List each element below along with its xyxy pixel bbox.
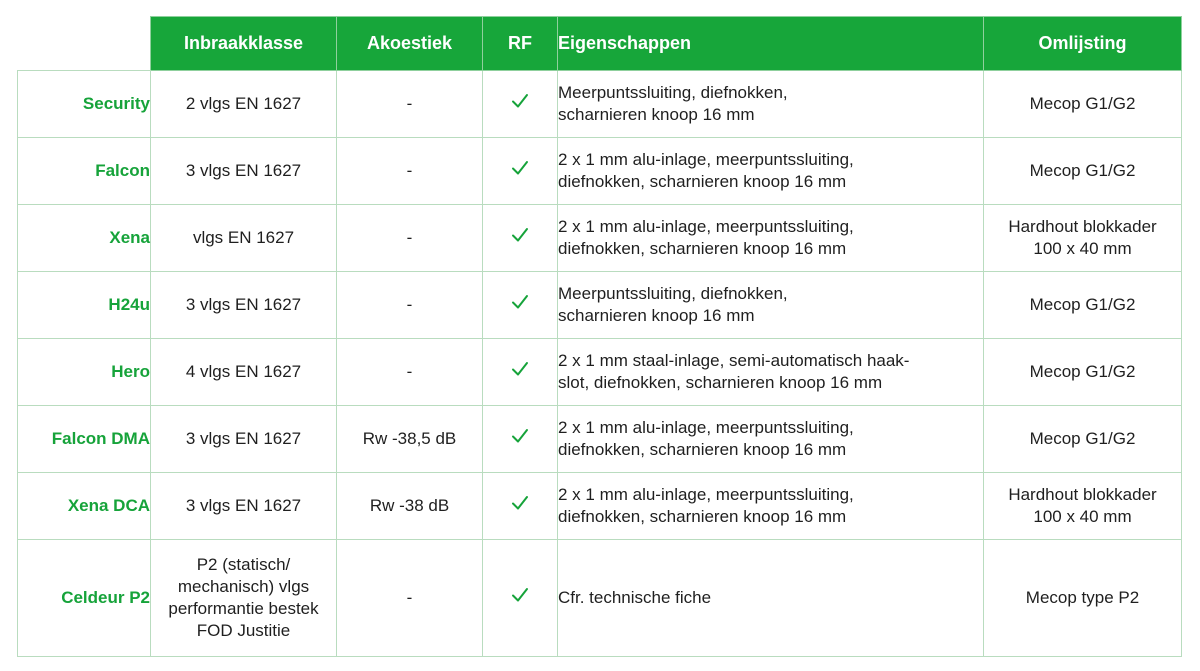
- eigenschappen-cell: 2 x 1 mm staal-inlage, semi-automatisch haak- slot, diefnokken, scharnieren knoop 16 mm: [558, 339, 984, 406]
- akoestiek-cell: -: [337, 540, 483, 657]
- akoestiek-cell: -: [337, 71, 483, 138]
- omlijsting-cell: Hardhout blokkader 100 x 40 mm: [984, 473, 1182, 540]
- table-row: [18, 71, 1182, 138]
- rf-cell: [483, 540, 558, 657]
- table-row: [18, 272, 1182, 339]
- eigenschappen-cell: Cfr. technische fiche: [558, 540, 984, 657]
- check-icon: [511, 92, 529, 110]
- eigenschappen-cell: 2 x 1 mm alu-inlage, meerpuntssluiting, diefnokken, scharnieren knoop 16 mm: [558, 138, 984, 205]
- akoestiek-cell: -: [337, 272, 483, 339]
- table-row: [18, 406, 1182, 473]
- table-row: [18, 473, 1182, 540]
- inbraakklasse-cell: 3 vlgs EN 1627: [151, 473, 337, 540]
- rf-cell: [483, 272, 558, 339]
- model-name: Falcon: [18, 138, 151, 205]
- model-name: Celdeur P2: [18, 540, 151, 657]
- akoestiek-cell: Rw -38,5 dB: [337, 406, 483, 473]
- omlijsting-cell: Mecop G1/G2: [984, 71, 1182, 138]
- check-icon: [511, 360, 529, 378]
- rf-cell: [483, 138, 558, 205]
- inbraakklasse-cell: P2 (statisch/ mechanisch) vlgs performantie bestek FOD Justitie: [151, 540, 337, 657]
- table-row: [18, 205, 1182, 272]
- check-icon: [511, 494, 529, 512]
- omlijsting-cell: Mecop type P2: [984, 540, 1182, 657]
- eigenschappen-cell: 2 x 1 mm alu-inlage, meerpuntssluiting, diefnokken, scharnieren knoop 16 mm: [558, 406, 984, 473]
- rf-cell: [483, 205, 558, 272]
- table-row: [18, 339, 1182, 406]
- check-icon: [511, 293, 529, 311]
- omlijsting-cell: Mecop G1/G2: [984, 272, 1182, 339]
- inbraakklasse-cell: vlgs EN 1627: [151, 205, 337, 272]
- inbraakklasse-cell: 3 vlgs EN 1627: [151, 272, 337, 339]
- header-rf: RF: [483, 17, 558, 71]
- eigenschappen-cell: 2 x 1 mm alu-inlage, meerpuntssluiting, diefnokken, scharnieren knoop 16 mm: [558, 473, 984, 540]
- omlijsting-cell: Mecop G1/G2: [984, 339, 1182, 406]
- inbraakklasse-cell: 2 vlgs EN 1627: [151, 71, 337, 138]
- rf-cell: [483, 71, 558, 138]
- check-icon: [511, 427, 529, 445]
- header-inbraakklasse: Inbraakklasse: [151, 17, 337, 71]
- akoestiek-cell: -: [337, 339, 483, 406]
- akoestiek-cell: -: [337, 138, 483, 205]
- table-row: [18, 540, 1182, 657]
- model-name: Falcon DMA: [18, 406, 151, 473]
- door-spec-table: [17, 16, 1182, 657]
- check-icon: [511, 586, 529, 604]
- model-name: Hero: [18, 339, 151, 406]
- eigenschappen-cell: Meerpuntssluiting, diefnokken, scharnieren knoop 16 mm: [558, 71, 984, 138]
- inbraakklasse-cell: 3 vlgs EN 1627: [151, 138, 337, 205]
- rf-cell: [483, 406, 558, 473]
- inbraakklasse-cell: 4 vlgs EN 1627: [151, 339, 337, 406]
- omlijsting-cell: Mecop G1/G2: [984, 406, 1182, 473]
- eigenschappen-cell: Meerpuntssluiting, diefnokken, scharnieren knoop 16 mm: [558, 272, 984, 339]
- header-omlijsting: Omlijsting: [984, 17, 1182, 71]
- rf-cell: [483, 339, 558, 406]
- header-corner: [18, 17, 151, 71]
- header-akoestiek: Akoestiek: [337, 17, 483, 71]
- model-name: Xena: [18, 205, 151, 272]
- inbraakklasse-cell: 3 vlgs EN 1627: [151, 406, 337, 473]
- akoestiek-cell: -: [337, 205, 483, 272]
- model-name: H24u: [18, 272, 151, 339]
- omlijsting-cell: Mecop G1/G2: [984, 138, 1182, 205]
- model-name: Security: [18, 71, 151, 138]
- check-icon: [511, 159, 529, 177]
- table-row: [18, 138, 1182, 205]
- check-icon: [511, 226, 529, 244]
- model-name: Xena DCA: [18, 473, 151, 540]
- eigenschappen-cell: 2 x 1 mm alu-inlage, meerpuntssluiting, diefnokken, scharnieren knoop 16 mm: [558, 205, 984, 272]
- omlijsting-cell: Hardhout blokkader 100 x 40 mm: [984, 205, 1182, 272]
- header-eigenschappen: Eigenschappen: [558, 17, 984, 71]
- rf-cell: [483, 473, 558, 540]
- header-row: [18, 17, 1182, 71]
- akoestiek-cell: Rw -38 dB: [337, 473, 483, 540]
